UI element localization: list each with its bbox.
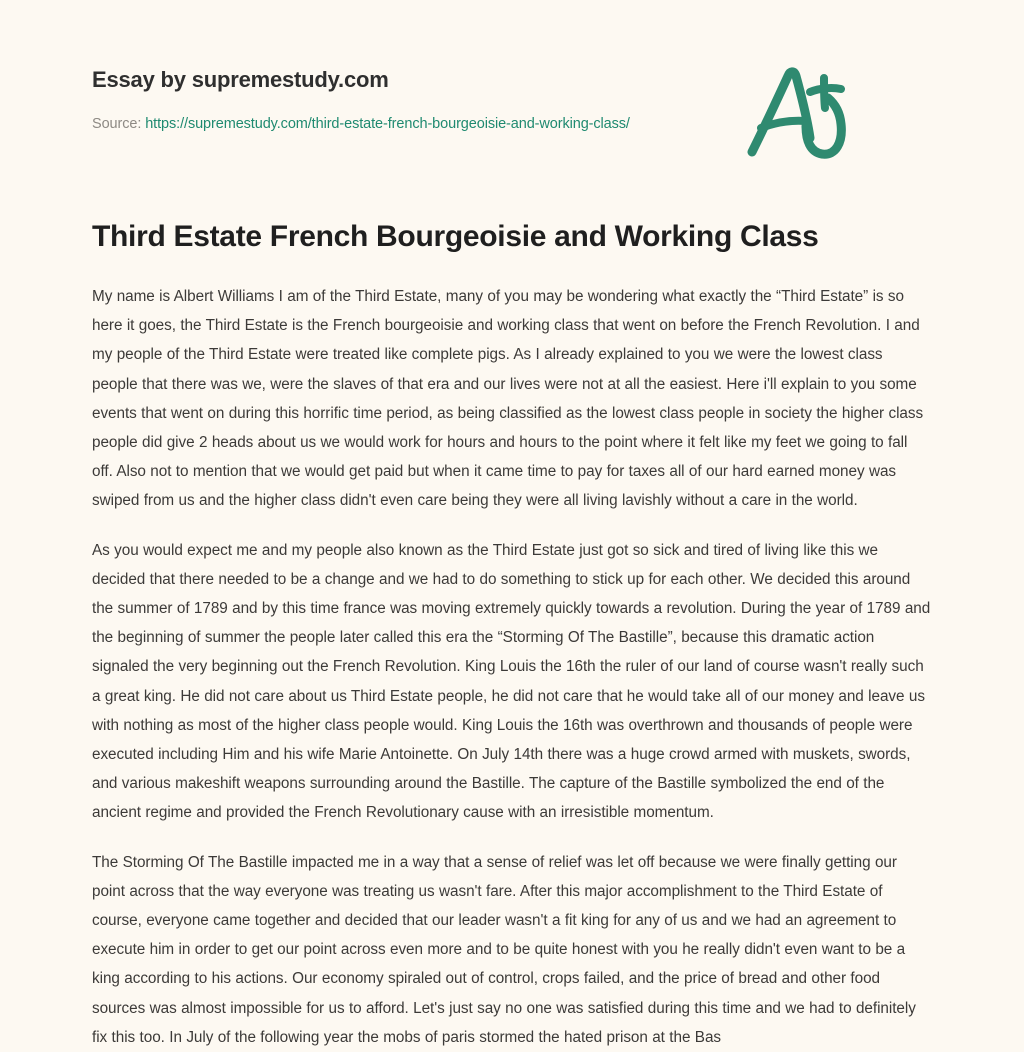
essay-body <box>92 256 932 1052</box>
paragraph: As you would expect me and my people also known as the Third Estate just got so sick and tired of living like this we decided that there needed to be a change and we had to do something to stick up for each other. We decided this around the summer of 1789 and by this time france was moving extremely quickly towards a revolution. During the year of 1789 and the beginning of summer the people later called this era the “Storming Of The Bastille”, because this dramatic action signaled the very beginning out the French Revolution. King Louis the 16th the ruler of our land of course wasn't really such a great king. He did not care about us Third Estate people, he did not care that he would take all of our money and leave us with nothing as most of the higher class people would. King Louis the 16th was overthrown and thousands of people were executed including Him and his wife Marie Antoinette. On July 14th there was a huge crowd armed with muskets, swords, and various makeshift weapons surrounding around the Bastille. The capture of the Bastille symbolized the end of the ancient regime and provided the French Revolutionary cause with an irresistible momentum. <box>92 541 931 822</box>
page-header <box>92 0 932 134</box>
site-byline: Essay by supremestudy.com <box>92 67 389 92</box>
a-plus-logo-icon <box>736 58 856 166</box>
source-url-link[interactable]: https://supremestudy.com/third-estate-french-bourgeoisie-and-working-class/ <box>145 116 630 132</box>
page-title: Third Estate French Bourgeoisie and Working Class <box>92 220 819 253</box>
paragraph: The Storming Of The Bastille impacted me in a way that a sense of relief was let off because we were finally getting our point across that the way everyone was treating us wasn't fare. After this major accomplishment to the Third Estate of course, everyone came together and decided that our leader wasn't a fit king for any of us and we had an agreement to execute him in order to get our point across even more and to be quite honest with you he really didn't even want to be a king according to his actions. Our economy spiraled out of control, crops failed, and the price of bread and other food sources was almost impossible for us to afford. Let's just say no one was satisfied during this time and we had to definitely fix this too. In July of the following year the mobs of paris stormed the hated prison at the Bas <box>92 853 916 1046</box>
paragraph: My name is Albert Williams I am of the Third Estate, many of you may be wondering what exactly the “Third Estate” is so here it goes, the Third Estate is the French bourgeoisie and working class that went on before the French Revolution. I and my people of the Third Estate were treated like complete pigs. As I already explained to you we were the lowest class people that there was we, were the slaves of that era and our lives were not at all the easiest. Here i'll explain to you some events that went on during this horrific time period, as being classified as the lowest class people in society the higher class people did give 2 heads about us we would work for hours and hours to the point where it felt like my feet we going to fall off. Also not to mention that we would get paid but when it came time to pay for taxes all of our hard earned money was swiped from us and the higher class didn't even care being they were all living lavishly without a care in the world. <box>92 288 924 510</box>
source-label: Source: <box>92 116 142 132</box>
